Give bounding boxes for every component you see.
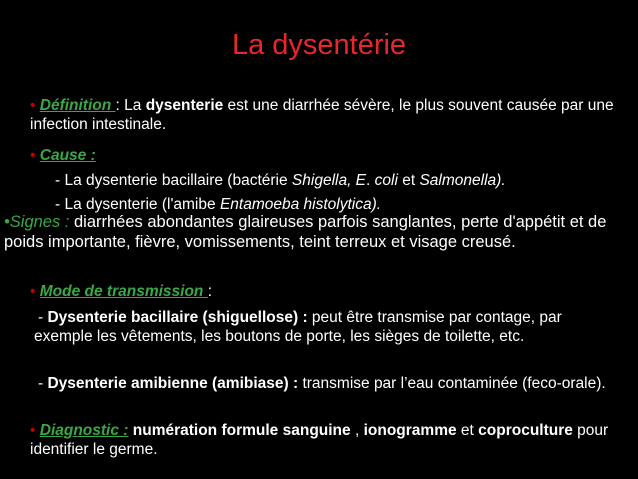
bullet: • bbox=[30, 97, 36, 114]
definition-label: Définition bbox=[39, 97, 116, 114]
diag-term-2: ionogramme bbox=[363, 422, 457, 439]
transmission-amibienne bbox=[34, 374, 619, 393]
diag-term-3: coproculture bbox=[478, 422, 573, 439]
bacillaire-text: peut être transmise par contage, par exemple les vêtements, les boutons de porte, les sièges de toilette, etc. bbox=[34, 309, 562, 345]
transmission-bacillaire bbox=[34, 308, 619, 346]
amibienne-term: Dysenterie amibienne (amibiase) : bbox=[47, 375, 299, 392]
bullet: • bbox=[30, 283, 36, 300]
signes-text: diarrhées abondantes glaireuses parfois sanglantes, perte d'appétit et de poids importante, fièvre, vomissements, teint terreux et visage creusé. bbox=[4, 213, 607, 251]
diag-term-1: numération formule sanguine bbox=[128, 422, 351, 439]
dash: - bbox=[38, 375, 48, 392]
bullet: • bbox=[30, 422, 36, 439]
bullet: • bbox=[30, 147, 36, 164]
bacillaire-term: Dysenterie bacillaire (shiguellose) : bbox=[47, 309, 308, 326]
transmission-colon: : bbox=[207, 283, 213, 300]
dash: - bbox=[38, 309, 48, 326]
diagnostic-label: Diagnostic : bbox=[39, 422, 129, 439]
transmission-heading bbox=[30, 282, 620, 301]
diag-et: et bbox=[456, 422, 479, 439]
shigella-text: Shigella, E bbox=[291, 172, 367, 189]
signes-paragraph bbox=[4, 212, 634, 252]
diag-rest: pour identifier le germe. bbox=[30, 422, 609, 458]
transmission-label: Mode de transmission bbox=[39, 283, 208, 300]
diag-sep: , bbox=[350, 422, 364, 439]
cause-label: Cause : bbox=[39, 147, 96, 164]
definition-sep: : La bbox=[115, 97, 146, 114]
diagnostic-paragraph bbox=[30, 421, 620, 459]
definition-paragraph bbox=[30, 96, 620, 134]
amibienne-text: transmise par l’eau contaminée (feco-orale). bbox=[298, 375, 606, 392]
cause-line1-text: - La dysenterie bacillaire (bactérie bbox=[55, 172, 292, 189]
entamoeba-text: Entamoeba histolytica). bbox=[219, 196, 382, 213]
definition-text: est une diarrhée sévère, le plus souvent causée par une infection intestinale. bbox=[30, 97, 614, 133]
et-text: et bbox=[397, 172, 420, 189]
slide-title: La dysentérie bbox=[231, 29, 407, 61]
cause-line-1 bbox=[55, 171, 638, 190]
signes-label: •Signes : bbox=[4, 213, 70, 231]
coli-text: coli bbox=[374, 172, 398, 189]
cause-heading bbox=[30, 146, 620, 165]
salmonella-text: Salmonella). bbox=[419, 172, 506, 189]
cause-line2-text: - La dysenterie (l'amibe bbox=[55, 196, 220, 213]
dot-text: . bbox=[366, 172, 375, 189]
definition-term: dysenterie bbox=[145, 97, 224, 114]
